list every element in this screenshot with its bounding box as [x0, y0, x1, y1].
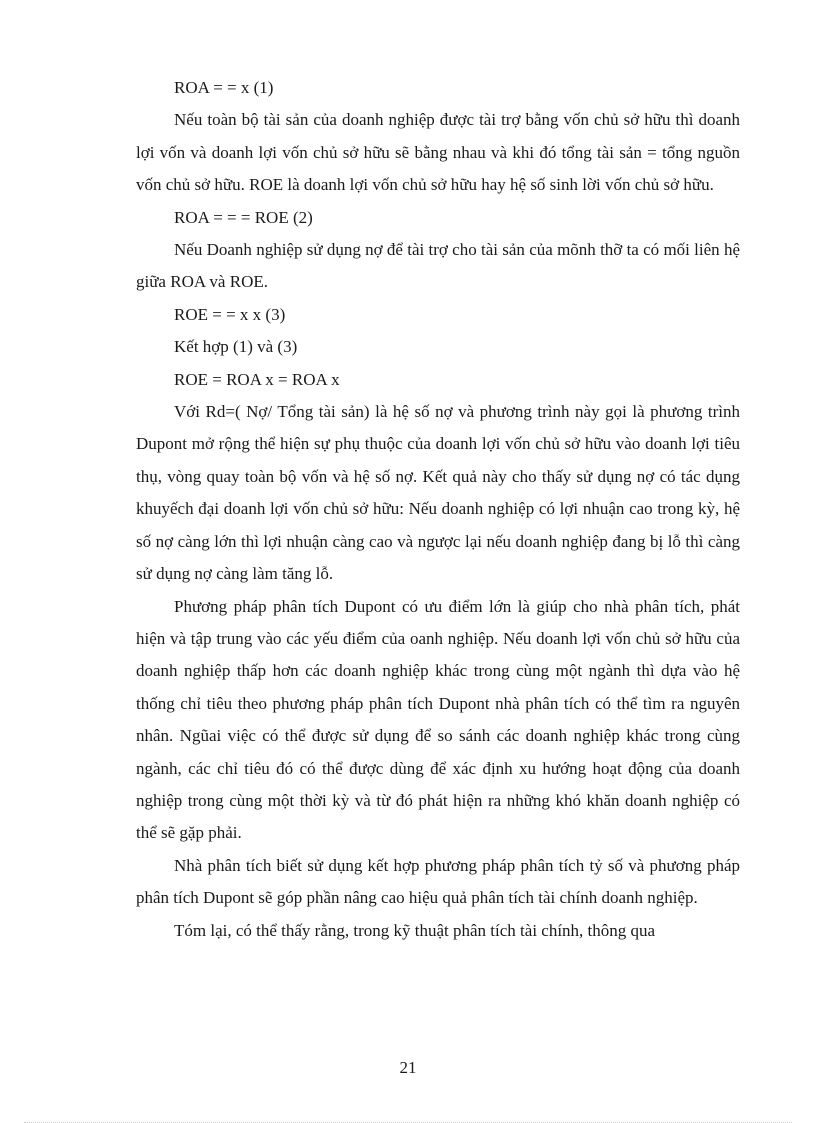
equation-roe-3: ROE = = x x (3): [174, 304, 286, 324]
body-text: [136, 72, 740, 947]
equation-roa-1: ROA = = x (1): [174, 78, 274, 97]
paragraph: Nếu toàn bộ tài sản của doanh nghiệp được tài trợ bằng vốn chủ sở hữu thì doanh lợi vốn và doanh lợi vốn chủ sở hữu sẽ bằng nhau và khi đó tổng tài sản = tổng nguồn vốn chủ sở hữu. ROE là doanh lợi vốn chủ sở hữu hay hệ số sinh lời vốn chủ sở hữu.: [136, 110, 740, 195]
paragraph: Tóm lại, có thể thấy rằng, trong kỹ thuật phân tích tài chính, thông qua: [174, 920, 656, 940]
paragraph: Nếu Doanh nghiệp sử dụng nợ để tài trợ cho tài sản của mõnh thỡ ta có mối liên hệ giữa ROA và ROE.: [136, 240, 740, 292]
paragraph: Kết hợp (1) và (3): [174, 337, 298, 357]
paragraph: Phương pháp phân tích Dupont có ưu điểm lớn là giúp cho nhà phân tích, phát hiện và tập trung vào các yếu điểm của oanh nghiệp. Nếu doanh lợi vốn chủ sở hữu của doanh nghiệp thấp hơn các doanh nghiệp khác trong cùng một ngành thì dựa vào hệ thống chỉ tiêu theo phương pháp phân tích Dupont nhà phân tích có thể tìm ra nguyên nhân. Ngũai việc có thể được sử dụng để so sánh các doanh nghiệp khác trong cùng ngành, các chỉ tiêu đó có thể được dùng để xác định xu hướng hoạt động của doanh nghiệp trong cùng một thời kỳ và từ đó phát hiện ra những khó khăn doanh nghiệp có thể sẽ gặp phải.: [136, 596, 740, 843]
page-number: 21: [399, 1058, 417, 1077]
equation-roa-2: ROA = = = ROE (2): [174, 207, 313, 227]
paragraph: Nhà phân tích biết sử dụng kết hợp phương pháp phân tích tỷ số và phương pháp phân tích Dupont sẽ góp phần nâng cao hiệu quả phân tích tài chính doanh nghiệp.: [136, 855, 740, 908]
equation-roe-combined: ROE = ROA x = ROA x: [174, 369, 340, 389]
paragraph: Với Rd=( Nợ/ Tổng tài sản) là hệ số nợ và phương trình này gọi là phương trình Dupont mở rộng thể hiện sự phụ thuộc của doanh lợi vốn chủ sở hữu vào doanh lợi tiêu thụ, vòng quay toàn bộ vốn và hệ số nợ. Kết quả này cho thấy sử dụng nợ có tác dụng khuyếch đại doanh lợi vốn chủ sở hữu: Nếu doanh nghiệp có lợi nhuận cao trong kỳ, hệ số nợ càng lớn thì lợi nhuận càng cao và ngược lại nếu doanh nghiệp đang bị lỗ thì càng sử dụng nợ càng làm tăng lỗ.: [136, 402, 740, 584]
